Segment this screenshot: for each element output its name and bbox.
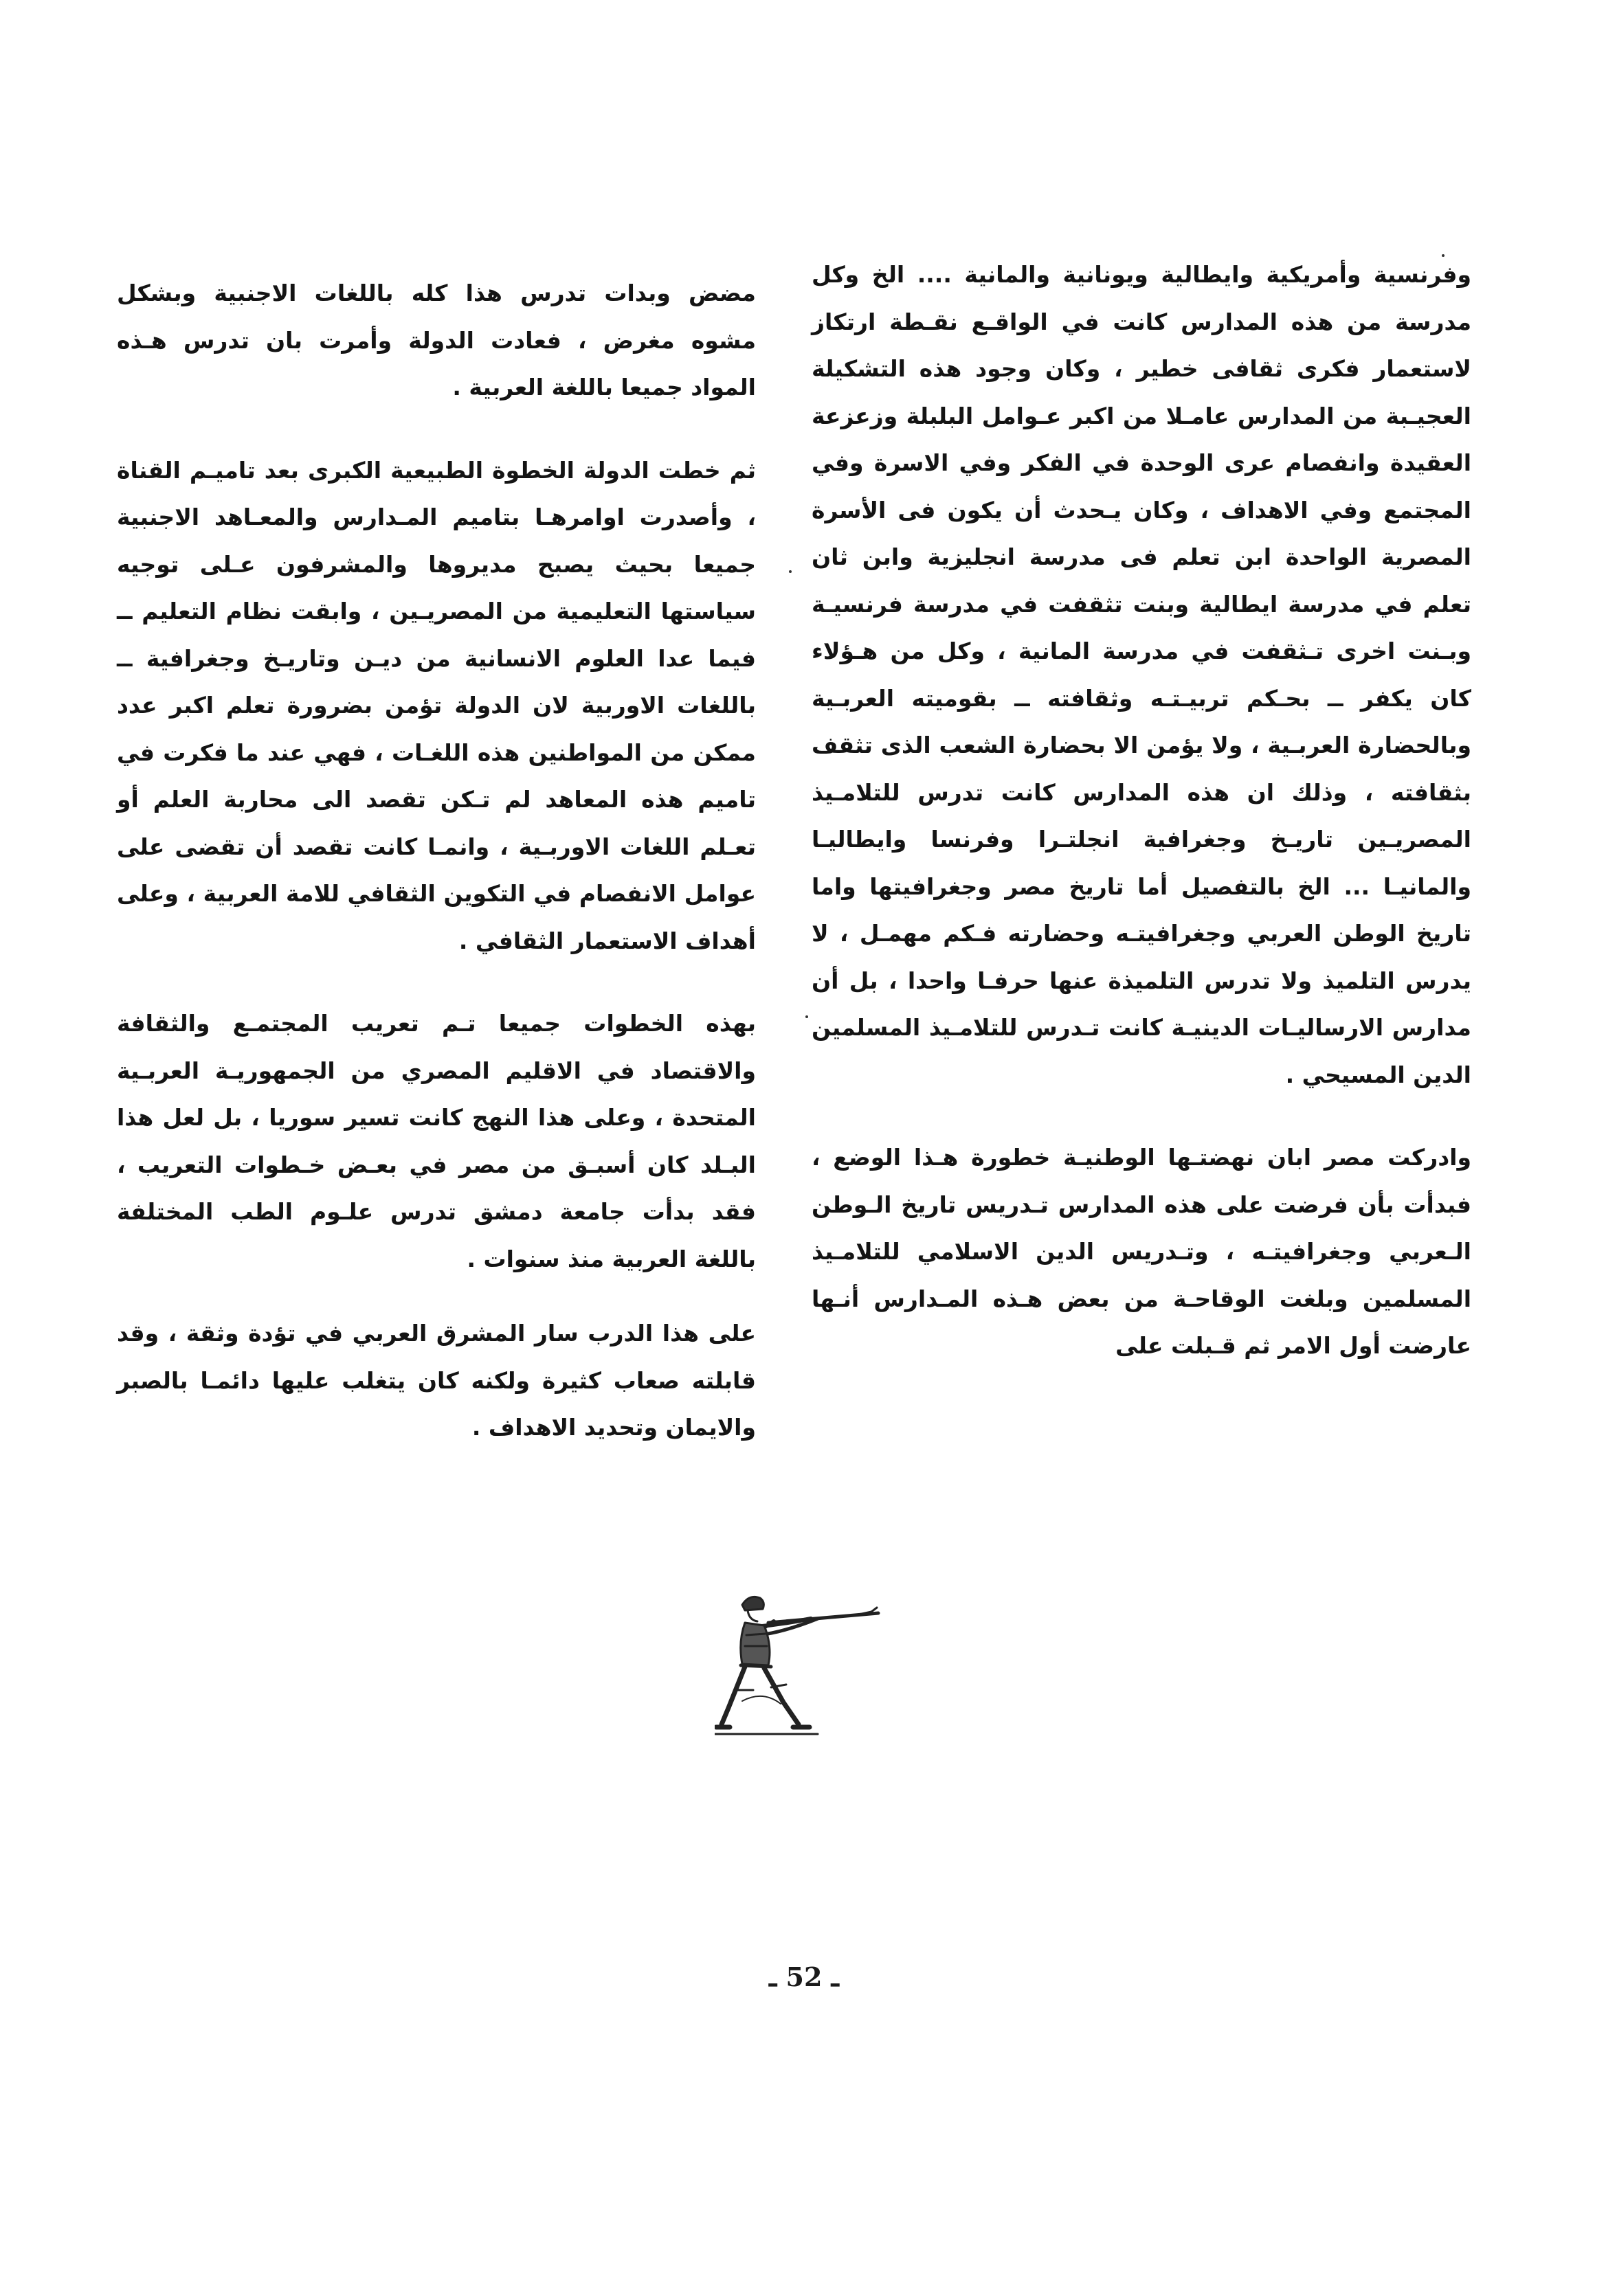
right-column bbox=[812, 251, 1471, 1370]
soldier-with-rifle-icon bbox=[715, 1587, 886, 1745]
left-column-paragraph-4: على هذا الدرب سار المشرق العربي في تؤدة وثقة ، وقد قابلته صعاب كثيرة ولكنه كان يتغلب عليها دائمـا بالصبر والايمان وتحديد الاهداف . bbox=[117, 1320, 756, 1441]
left-column-paragraph-1: مضض وبدات تدرس هذا كله باللغات الاجنبية وبشكل مشوه مغرض ، فعادت الدولة وأمرت بان تدرس هـذه المواد جميعا باللغة العربية . bbox=[117, 280, 756, 401]
right-column-paragraph-2: وادركت مصر ابان نهضتـها الوطنيـة خطورة هـذا الوضع ، فبدأت بأن فرضت على هذه المدارس تـدريس تاريخ الـوطن الـعربي وجغرافيتـه ، وتـدريس الدين الاسلامي للتلامـيذ المسلمين وبلغت الوقاحـة من بعض هـذه المـدارس أنـها عارضت أول الامر ثم قـبلت على bbox=[812, 1144, 1471, 1359]
right-column-paragraph-1: وفرنسية وأمريكية وايطالية ويونانية والمانية .... الخ وكل مدرسة من هذه المدارس كانت في الواقـع نقـطة ارتكاز لاستعمار فكرى ثقافى خطير ، وكان وجود هذه التشكيلة العجيـبة من المدارس عامـلا من اكبر عـوامل البلبلة وزعزعة العقيدة وانفصام عرى الوحدة في الفكر وفي الاسرة وفي المجتمع وفي الاهداف ، وكان يـحدث أن يكون فى الأسرة المصرية الواحدة ابن تعلم فى مدرسة انجليزية وابن ثان تعلم في مدرسة ايطالية وبنت تثقفت في مدرسة فرنسيـة وبـنت اخرى تـثقفت في مدرسة المانية ، وكل من هـؤلاء كان يكفر ــ بحـكم تربيـتـه وثقافته ــ بقوميته العربـية وبالحضارة العربـية ، ولا يؤمن الا بحضارة الشعب الذى تثقف بثقافته ، وذلك ان هذه المدارس كانت تدرس للتلامـيذ المصريـين تاريـخ وجغرافية انجلتـرا وفرنسا وايطاليـا والمانيـا ... الخ بالتفصيل أما تاريخ مصر وجغرافيتها واما تاريخ الوطن العربي وجغرافيتـه وحضارته فـكم مهمـل ، لا يدرس التلميذ ولا تدرس التلميذة عنها حرفـا واحدا ، بل أن مدارس الارساليـات الدينيـة كانت تـدرس للتلامـيذ المسلمين الدين المسيحي . bbox=[812, 261, 1471, 1088]
left-column-paragraph-3: بهذه الخطوات جميعا تـم تعريب المجتمـع والثقافة والاقتصاد في الاقليم المصري من الجمهوريـة العربـية المتحدة ، وعلى هذا النهج كانت تسير سوريا ، بل لعل هذا البـلد كان أسبـق من مصر في بعـض خـطوات التعريب ، فقد بدأت جامعة دمشق تدرس علـوم الطب المختلفة باللغة العربية منذ سنوات . bbox=[117, 1010, 756, 1272]
scan-speck bbox=[805, 1015, 808, 1018]
scan-speck bbox=[1442, 254, 1445, 257]
left-column bbox=[117, 270, 756, 1452]
left-column-paragraph-2: ثم خطت الدولة الخطوة الطبيعية الكبرى بعد تاميـم القناة ، وأصدرت اوامرهـا بتاميم المـدارس والمعـاهد الاجنبية جميعا بحيث يصبح مديروها والمشرفون عـلى توجيه سياستها التعليمية من المصريـين ، وابقت نظام التعليم ــ فيما عدا العلوم الانسانية من ديـن وتاريـخ وجغرافية ــ باللغات الاوربية لان الدولة تؤمن بضرورة تعلم اكبر عدد ممكن من المواطنين هذه اللغـات ، فهي عند ما فكرت في تاميم هذه المعاهد لم تـكن تقصد الى محاربة العلم أو تعـلم اللغات الاوربـية ، وانمـا كانت تقصد أن تقضى على عوامل الانفصام في التكوين الثقافي للامة العربية ، وعلى أهداف الاستعمار الثقافي . bbox=[117, 456, 756, 954]
page-number: ـ 52 ـ bbox=[769, 1961, 839, 1992]
scan-speck bbox=[789, 570, 792, 573]
